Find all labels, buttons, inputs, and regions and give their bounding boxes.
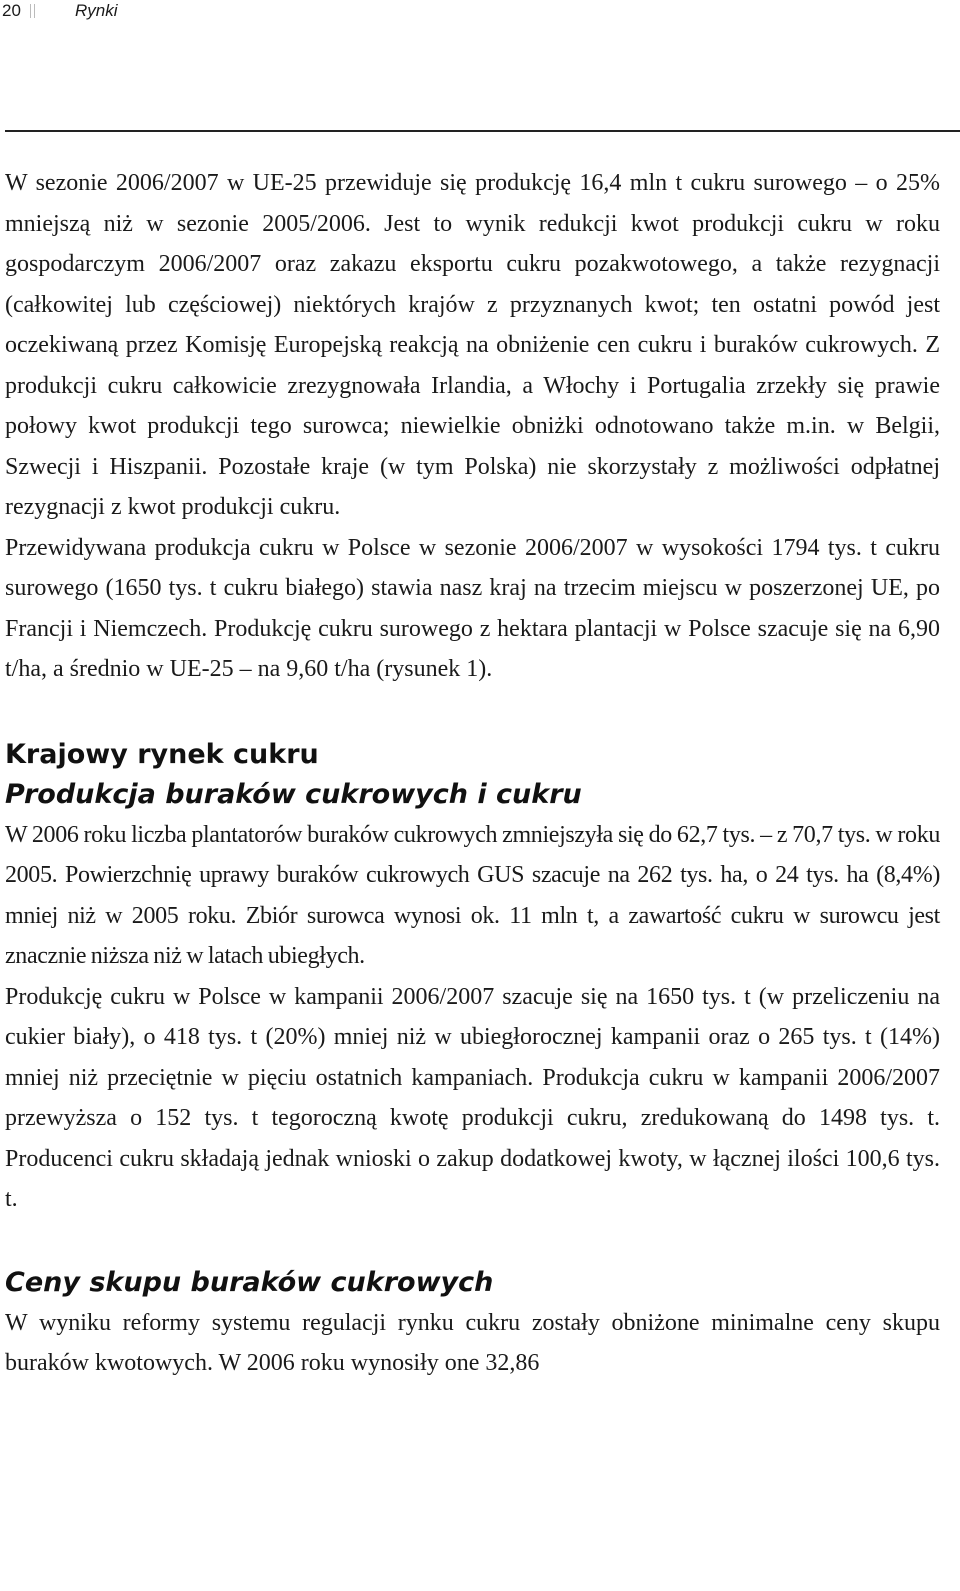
paragraph: W 2006 roku liczba plantatorów buraków cukrowych zmniejszyła się do 62,7 tys. – z 70,7 tys. w roku 2005. Powierzchnię uprawy buraków cukrowych GUS szacuje na 262 tys. ha, o 24 tys. ha (8,4%) mniej niż w 2005 roku. Zbiór surowca wynosi ok. 11 mln t, a zawartość cukru w surowcu jest znacznie niższa niż w latach ubiegłych. [5, 821, 940, 969]
paragraph: Przewidywana produkcja cukru w Polsce w sezonie 2006/2007 w wysokości 1794 tys. t cukru surowego (1650 tys. t cukru białego) stawia nasz kraj na trzecim miejscu w poszerzonej UE, po Francji i Niemczech. Produkcję cukru surowego z hektara plantacji w Polsce szacuje się na 6,90 t/ha, a średnio w UE-25 – na 9,60 t/ha (rysunek 1). [5, 534, 940, 682]
paragraph: W wyniku reformy systemu regulacji rynku cukru zostały obniżone minimalne ceny skupu buraków kwotowych. W 2006 roku wynosiły one 32,86 [5, 1309, 940, 1376]
section-heading: Krajowy rynek cukru [5, 738, 319, 770]
paragraph: W sezonie 2006/2007 w UE-25 przewiduje się produkcję 16,4 mln t cukru surowego – o 25% mniejszą niż w sezonie 2005/2006. Jest to wynik redukcji kwot produkcji cukru w roku gospodarczym 2006/2007 oraz zakazu eksportu cukru pozakwotowego, a także rezygnacji (całkowitej lub częściowej) niektórych krajów z przyznanych kwot; ten ostatni powód jest oczekiwaną przez Komisję Europejską reakcją na obniżenie cen cukru i buraków cukrowych. Z produkcji cukru całkowicie zrezygnowała Irlandia, a Włochy i Portugalia zrzekły się prawie połowy kwot produkcji tego surowca; niewielkie obniżki odnotowano także m.in. w Belgii, Szwecji i Hiszpanii. Pozostałe kraje (w tym Polska) nie skorzystały z możliwości odpłatnej rezygnacji z kwot produkcji cukru. [5, 170, 940, 520]
paragraph: Produkcję cukru w Polsce w kampanii 2006/2007 szacuje się na 1650 tys. t (w przeliczeniu na cukier biały), o 418 tys. t (20%) mniej niż w ubiegłorocznej kampanii oraz o 265 tys. t (14%) mniej niż przeciętnie w pięciu ostatnich kampaniach. Produkcja cukru w kampanii 2006/2007 przewyższa o 152 tys. t tegoroczną kwotę produkcji cukru, zredukowaną do 1498 tys. t. Producenci cukru składają jednak wnioski o zakup dodatkowej kwoty, w łącznej ilości 100,6 tys. t. [5, 983, 940, 1212]
page-number: 20 [2, 1, 21, 20]
header-divider [34, 4, 35, 18]
subsection-heading: Ceny skupu buraków cukrowych [5, 1266, 494, 1298]
article-body [5, 163, 940, 1384]
subsection-heading: Produkcja buraków cukrowych i cukru [5, 778, 582, 810]
section-title: Rynki [75, 1, 118, 20]
header-divider [30, 4, 31, 18]
page-header [0, 0, 960, 22]
header-rule [5, 130, 960, 132]
